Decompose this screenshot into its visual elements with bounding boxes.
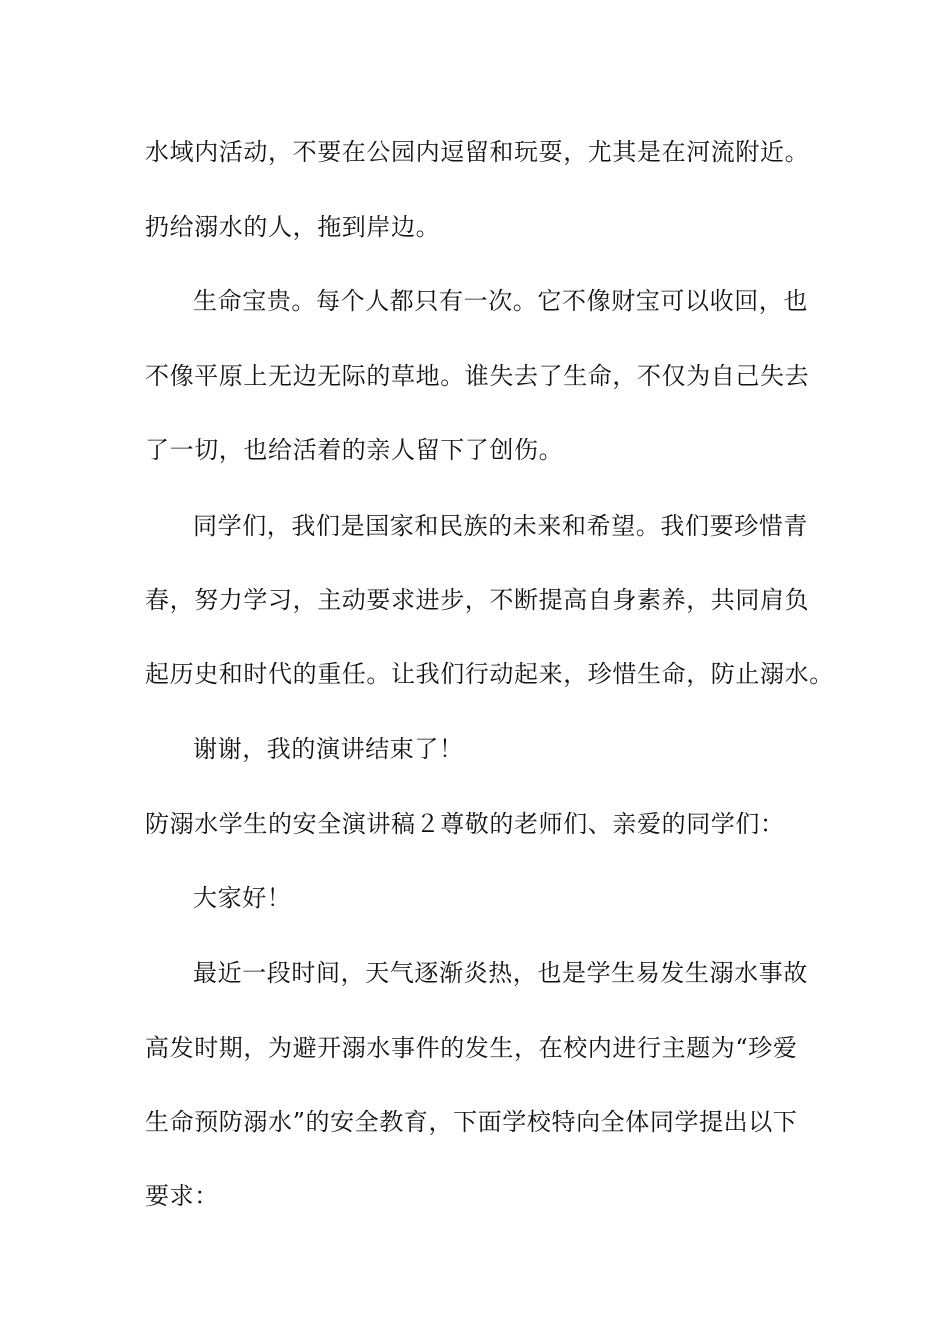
text-line-1: 水域内活动，不要在公园内逗留和玩耍，尤其是在河流附近。 — [145, 138, 810, 166]
text-line-5: 了一切，也给活着的亲人留下了创伤。 — [145, 436, 564, 464]
text-line-8: 起历史和时代的重任。让我们行动起来，珍惜生命，防止溺水。 — [145, 660, 834, 688]
text-line-4: 不像平原上无边无际的草地。谁失去了生命，不仅为自己失去 — [145, 362, 810, 390]
text-line-12: 最近一段时间，天气逐渐炎热，也是学生易发生溺水事故 — [193, 959, 808, 987]
text-line-3: 生命宝贵。每个人都只有一次。它不像财宝可以收回，也 — [193, 287, 808, 315]
text-line-14: 生命预防溺水”的安全教育，下面学校特向全体同学提出以下 — [145, 1108, 798, 1136]
text-line-2: 扔给溺水的人，拖到岸边。 — [145, 213, 441, 241]
text-line-7: 春，努力学习，主动要求进步，不断提高自身素养，共同肩负 — [145, 586, 810, 614]
text-line-11: 大家好！ — [193, 884, 292, 912]
section-title-line: 防溺水学生的安全演讲稿２尊敬的老师们、亲爱的同学们： — [145, 810, 785, 838]
text-line-13: 高发时期，为避开溺水事件的发生，在校内进行主题为“珍爱 — [145, 1034, 798, 1062]
text-line-9: 谢谢，我的演讲结束了！ — [193, 735, 464, 763]
text-line-15: 要求： — [145, 1182, 219, 1210]
text-line-6: 同学们，我们是国家和民族的未来和希望。我们要珍惜青 — [193, 512, 808, 540]
